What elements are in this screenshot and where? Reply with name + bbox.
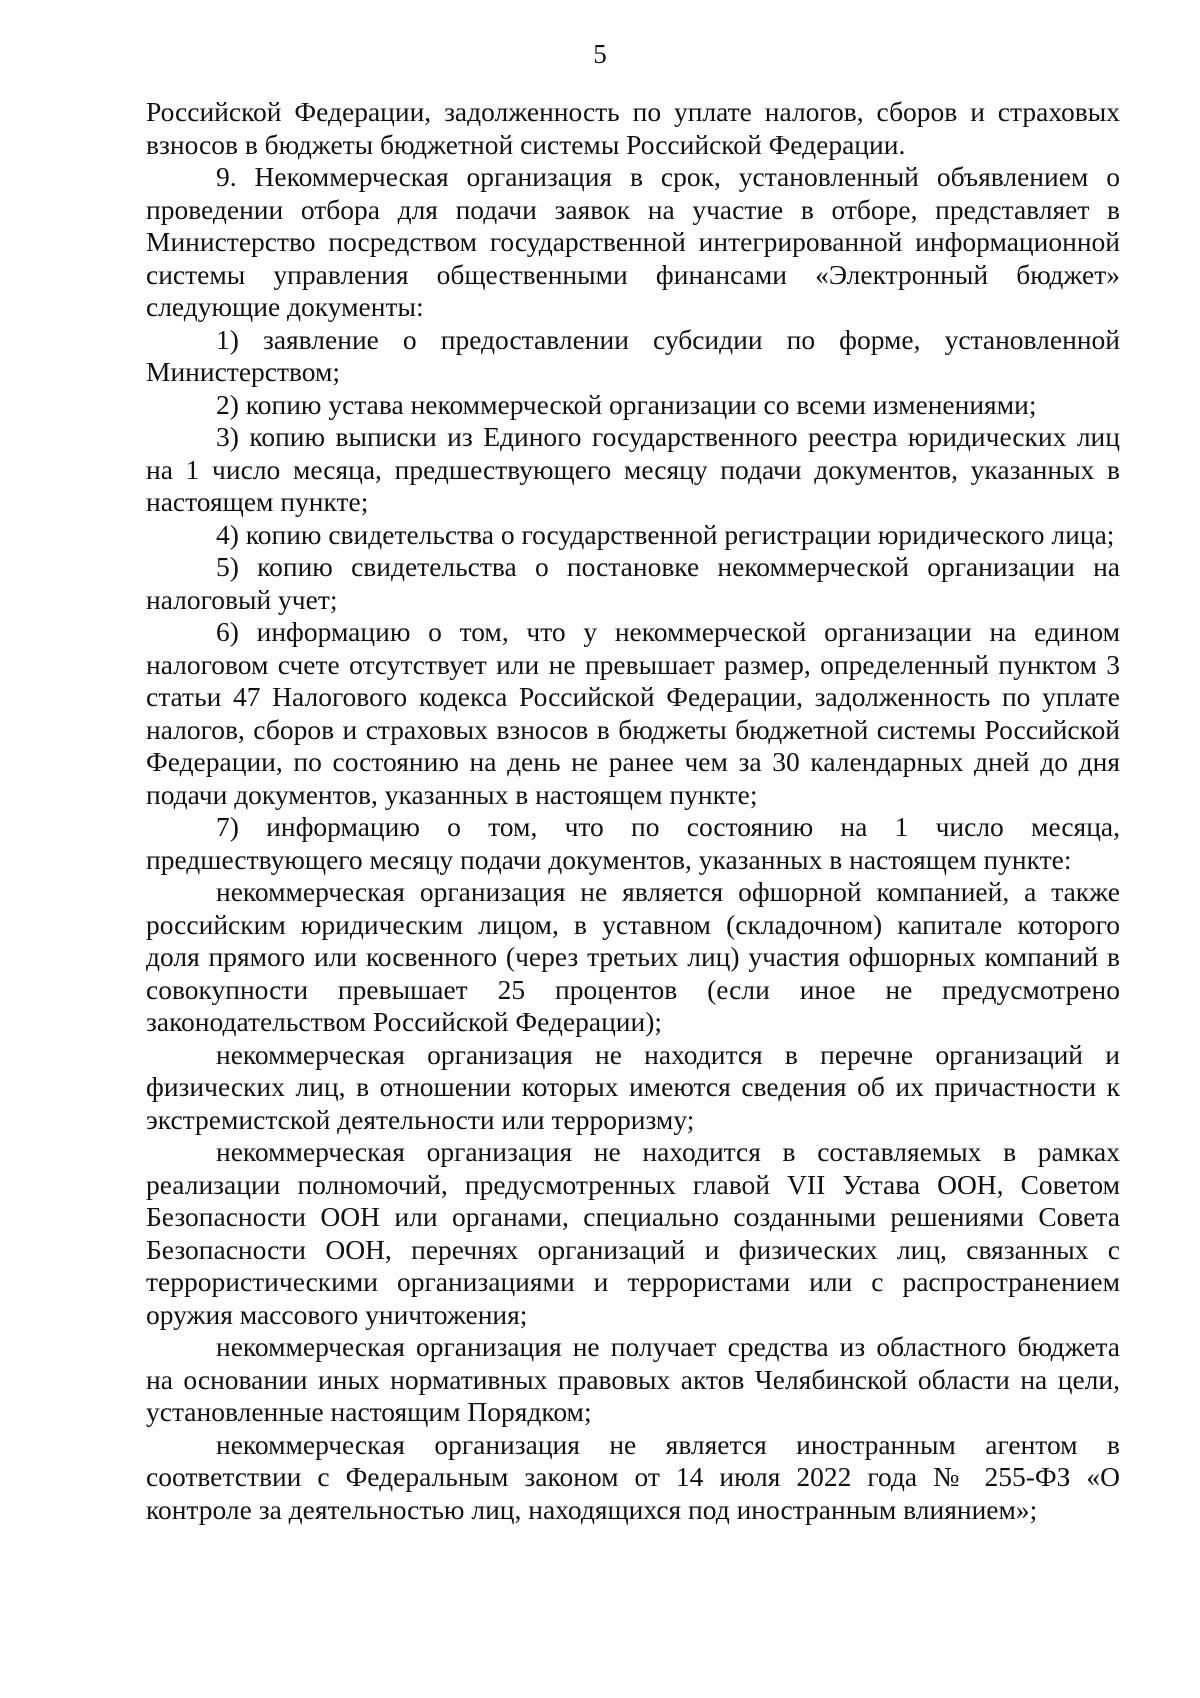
document-body [146, 96, 1120, 1526]
list-item-4: 4) копию свидетельства о государственной регистрации юридического лица; [216, 518, 1115, 550]
list-item-6: 6) информацию о том, что у некоммерческой организации на едином налоговом счете отсутствует или не превышает размер, определенный пунктом 3 статьи 47 Налогового кодекса Российской Федерации, задолженность по уплате налогов, сборов и страховых взносов в бюджеты бюджетной системы Российской Федерации, по состоянию на день не ранее чем за 30 календарных дней до дня подачи документов, указанных в настоящем пункте; [146, 616, 1120, 810]
list-item-3: 3) копию выписки из Единого государственного реестра юридических лиц на 1 число месяца, предшествующего месяцу подачи документов, указанных в настоящем пункте; [146, 421, 1120, 517]
page-number: 5 [593, 39, 607, 69]
sub-item-regional-budget: некоммерческая организация не получает средства из областного бюджета на основании иных нормативных правовых актов Челябинской области на цели, установленные настоящим Порядком; [146, 1331, 1120, 1427]
sub-item-extremism-list: некоммерческая организация не находится в перечне организаций и физических лиц, в отношении которых имеются сведения об их причастности к экстремистской деятельности или терроризму; [146, 1038, 1120, 1135]
paragraph-clause-9: 9. Некоммерческая организация в срок, установленный объявлением о проведении отбора для подачи заявок на участие в отборе, представляет в Министерство посредством государственной интегрированной информационной системы управления общественными финансами «Электронный бюджет» следующие документы: [146, 161, 1120, 322]
sub-item-foreign-agent: некоммерческая организация не является иностранным агентом в соответствии с Федеральным законом от 14 июля 2022 года № 255-ФЗ «О контроле за деятельностью лиц, находящихся под иностранным влиянием»; [146, 1428, 1120, 1525]
sub-item-un-lists: некоммерческая организация не находится в составляемых в рамках реализации полномочий, предусмотренных главой VII Устава ООН, Советом Безопасности ООН или органами, специально созданными решениями Совета Безопасности ООН, перечнях организаций и физических лиц, связанных с террористическими организациями и террористами или с распространением оружия массового уничтожения; [146, 1136, 1120, 1330]
list-item-2: 2) копию устава некоммерческой организации со всеми изменениями; [216, 388, 1037, 420]
list-item-7: 7) информацию о том, что по состоянию на 1 число месяца, предшествующего месяцу подачи документов, указанных в настоящем пункте: [146, 811, 1120, 875]
list-item-5: 5) копию свидетельства о постановке некоммерческой организации на налоговый учет; [146, 551, 1120, 615]
sub-item-offshore: некоммерческая организация не является офшорной компанией, а также российским юридическим лицом, в уставном (складочном) капитале которого доля прямого или косвенного (через третьих лиц) участия офшорных компаний в совокупности превышает 25 процентов (если иное не предусмотрено законодательством Российской Федерации); [146, 876, 1120, 1037]
list-item-1: 1) заявление о предоставлении субсидии по форме, установленной Министерством; [146, 323, 1120, 387]
paragraph-continuation: Российской Федерации, задолженность по уплате налогов, сборов и страховых взносов в бюджеты бюджетной системы Российской Федерации. [146, 96, 1120, 160]
